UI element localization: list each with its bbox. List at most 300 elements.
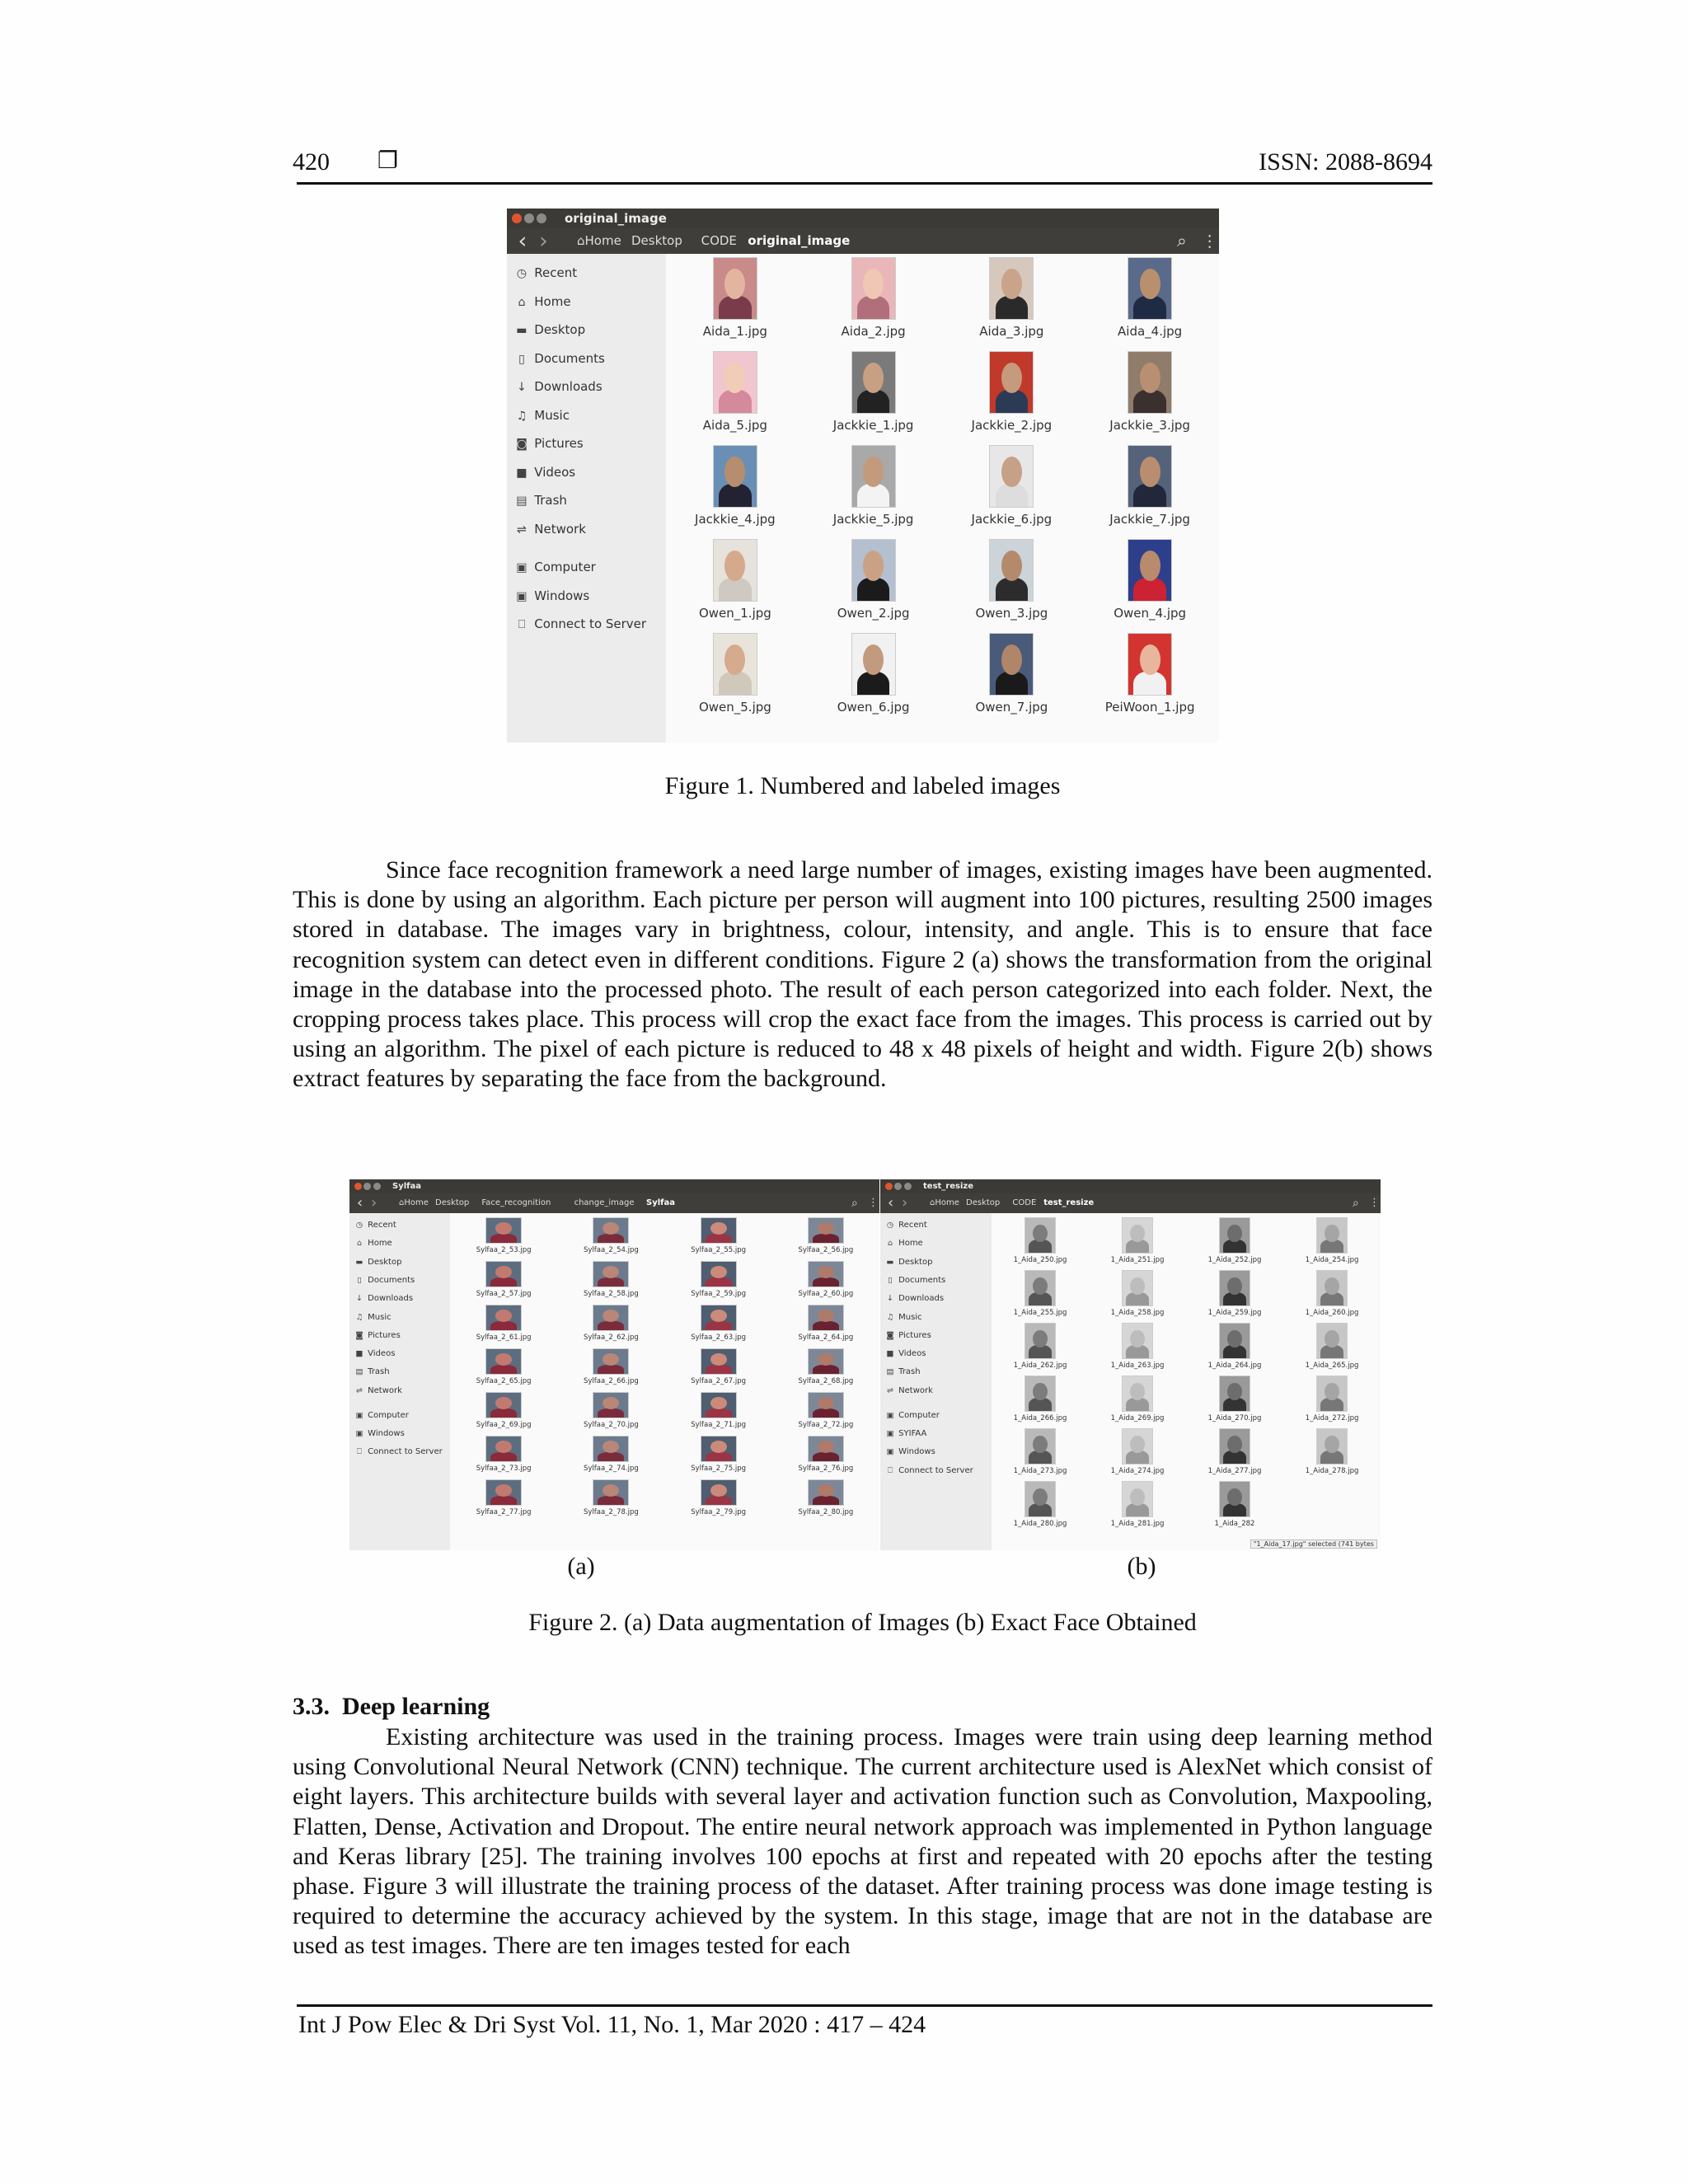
file-item[interactable]	[1186, 1217, 1283, 1264]
file-thumbnail	[1128, 539, 1172, 602]
file-thumbnail	[1316, 1376, 1348, 1412]
trash-icon: ▤	[516, 494, 528, 508]
drive-icon: ▣	[516, 561, 528, 575]
file-name: Sylfaa_2_59.jpg	[691, 1289, 747, 1298]
thumbnail-face	[1001, 363, 1022, 393]
file-item[interactable]	[1186, 1428, 1283, 1475]
file-name: Aida_3.jpg	[979, 323, 1044, 339]
thumbnail-figure	[490, 1277, 517, 1287]
thumbnail-figure	[706, 1277, 732, 1287]
file-item[interactable]	[772, 1392, 879, 1429]
thumbnail-face	[495, 1266, 512, 1278]
sidebar-item-network[interactable]	[513, 515, 586, 545]
file-item[interactable]	[450, 1261, 557, 1298]
file-thumbnail	[1122, 1217, 1153, 1254]
sidebar-item-label: Videos	[365, 1349, 396, 1359]
file-thumbnail	[1128, 633, 1172, 696]
thumbnail-figure	[1223, 1345, 1245, 1359]
file-name: 1_Aida_266.jpg	[1013, 1413, 1067, 1422]
file-name: 1_Aida_274.jpg	[1110, 1466, 1165, 1475]
thumbnail-face	[603, 1441, 619, 1453]
sidebar-item-label: Network	[896, 1385, 933, 1395]
thumbnail-figure	[719, 390, 752, 414]
file-item[interactable]	[450, 1217, 557, 1254]
sidebar-item-connect-to-server[interactable]	[354, 1443, 443, 1461]
file-item[interactable]	[943, 633, 1081, 715]
file-item[interactable]	[992, 1270, 1089, 1317]
file-thumbnail	[485, 1305, 522, 1331]
trash-icon: ▤	[886, 1367, 894, 1377]
sidebar-item-computer[interactable]	[354, 1407, 409, 1425]
sidebar-item-desktop[interactable]	[354, 1254, 401, 1272]
thumbnail-face	[818, 1441, 834, 1453]
clock-icon: ◷	[886, 1221, 894, 1230]
sidebar-item-music[interactable]	[884, 1309, 922, 1327]
sidebar-item-recent[interactable]	[354, 1216, 396, 1235]
file-item[interactable]	[943, 539, 1081, 621]
file-item[interactable]	[1283, 1323, 1381, 1370]
issn: ISSN: 2088-8694	[1259, 148, 1432, 176]
sidebar-item-home[interactable]	[354, 1235, 392, 1253]
file-name: Sylfaa_2_54.jpg	[583, 1245, 639, 1254]
file-item[interactable]	[665, 1305, 772, 1342]
thumbnail-face	[1001, 457, 1022, 487]
sidebar-item-home[interactable]	[513, 288, 571, 317]
breadcrumb-desktop[interactable]: Desktop	[631, 233, 682, 248]
thumbnail-figure	[719, 484, 752, 508]
file-item[interactable]	[450, 1392, 557, 1429]
figure2b-label: (b)	[1127, 1553, 1156, 1580]
file-item[interactable]	[1186, 1323, 1283, 1370]
file-item[interactable]	[666, 351, 804, 433]
thumbnail-face	[603, 1353, 619, 1366]
file-item[interactable]	[1081, 257, 1219, 339]
file-name: 1_Aida_262.jpg	[1013, 1361, 1067, 1370]
file-item[interactable]	[665, 1479, 772, 1516]
file-item[interactable]	[992, 1323, 1089, 1370]
thumbnail-figure	[1320, 1451, 1343, 1465]
network-icon: ⇌	[356, 1385, 363, 1395]
drive-icon: ▣	[516, 589, 528, 603]
paragraph-augmentation: Since face recognition framework a need large number of images, existing images have been augmented. This is done by using an algorithm. Each picture per person will augment into 100 pictures, resulting 2500 images stored in database. The images vary in brightness, colour, intensity, and angle. This is to ensure that face recognition system can detect even in different conditions. Figure 2 (a) shows the transformation from the original image in the database into the processed photo. The result of each person categorized into each folder. Next, the cropping process takes place. This process will crop the exact face from the images. This process is carried out by using an algorithm. The pixel of each picture is reduced to 48 x 48 pixels of height and width. Figure 2(b) shows extract features by separating the face from the background.	[293, 856, 1432, 1093]
thumbnail-figure	[719, 672, 752, 696]
file-thumbnail	[851, 445, 896, 508]
document-icon: ▯	[888, 1275, 893, 1285]
footer-citation: Int J Pow Elec & Dri Syst Vol. 11, No. 1, Mar 2020 : 417 – 424	[298, 2011, 926, 2038]
file-item[interactable]	[1089, 1481, 1186, 1528]
file-name: 1_Aida_265.jpg	[1305, 1361, 1359, 1370]
sidebar-item-label: Home	[896, 1239, 923, 1249]
file-item[interactable]	[450, 1436, 557, 1473]
file-thumbnail	[1219, 1323, 1250, 1359]
sidebar-item-label: Windows	[530, 588, 590, 603]
forward-arrow-icon[interactable]: ›	[371, 1194, 377, 1212]
file-thumbnail	[851, 633, 896, 696]
thumbnail-face	[495, 1222, 512, 1235]
sidebar-item-recent[interactable]	[513, 259, 578, 288]
file-item[interactable]	[557, 1479, 664, 1516]
sidebar-item-label: Trash	[896, 1367, 921, 1377]
file-item[interactable]	[1081, 445, 1219, 527]
file-thumbnail	[713, 445, 757, 508]
file-item[interactable]	[665, 1217, 772, 1254]
breadcrumb-sylfaa[interactable]: Sylfaa	[646, 1198, 675, 1207]
file-name: Sylfaa_2_58.jpg	[583, 1289, 639, 1298]
sidebar-item-label: Connect to Server	[896, 1465, 973, 1475]
drive-icon: ▣	[886, 1429, 894, 1439]
thumbnail-face	[495, 1353, 512, 1366]
file-thumbnail	[1025, 1428, 1056, 1465]
thumbnail-figure	[598, 1234, 624, 1244]
thumbnail-face	[1140, 457, 1160, 487]
file-item[interactable]	[557, 1348, 664, 1385]
file-name: Aida_2.jpg	[841, 323, 906, 339]
sidebar-item-desktop[interactable]	[513, 316, 586, 345]
file-item[interactable]	[450, 1479, 557, 1516]
search-icon[interactable]: ⌕	[1353, 1197, 1359, 1210]
sidebar-item-pictures[interactable]	[513, 429, 584, 459]
file-thumbnail	[485, 1479, 522, 1506]
back-arrow-icon[interactable]: ‹	[888, 1194, 894, 1212]
sidebar-item-documents[interactable]	[884, 1272, 945, 1290]
file-name: 1_Aida_264.jpg	[1207, 1361, 1262, 1370]
sidebar-item-trash[interactable]	[884, 1363, 921, 1381]
file-item[interactable]	[450, 1348, 557, 1385]
file-name: 1_Aida_258.jpg	[1110, 1308, 1165, 1317]
file-item[interactable]	[1081, 351, 1219, 433]
file-item[interactable]	[450, 1305, 557, 1342]
sidebar-item-documents[interactable]	[354, 1272, 415, 1290]
trash-icon: ▤	[355, 1367, 363, 1377]
file-name: Jackkie_1.jpg	[832, 417, 914, 433]
back-arrow-icon[interactable]: ‹	[518, 228, 528, 254]
back-arrow-icon[interactable]: ‹	[357, 1194, 363, 1212]
file-thumbnail	[701, 1305, 737, 1331]
page-number: 420	[293, 148, 330, 176]
file-name: Sylfaa_2_77.jpg	[476, 1507, 532, 1516]
thumbnail-face	[863, 644, 884, 675]
home-icon: ⌂	[356, 1239, 363, 1249]
file-item[interactable]	[804, 257, 943, 339]
thumbnail-figure	[490, 1321, 517, 1331]
thumbnail-figure	[706, 1496, 732, 1506]
file-thumbnail	[1219, 1270, 1250, 1306]
file-name: Sylfaa_2_57.jpg	[476, 1289, 532, 1298]
thumbnail-face	[724, 551, 745, 581]
thumbnail-face	[724, 457, 745, 487]
sidebar-item-windows[interactable]	[513, 582, 590, 612]
file-thumbnail	[701, 1217, 737, 1244]
file-name: Sylfaa_2_53.jpg	[476, 1245, 532, 1254]
file-thumbnail	[1025, 1270, 1056, 1306]
file-item[interactable]	[943, 445, 1081, 527]
file-item[interactable]	[1283, 1270, 1381, 1317]
sidebar-item-recent[interactable]	[884, 1216, 927, 1235]
clock-icon: ◷	[516, 267, 528, 280]
file-item[interactable]	[1186, 1270, 1283, 1317]
file-name: Sylfaa_2_64.jpg	[798, 1333, 854, 1342]
network-icon: ⇌	[887, 1385, 893, 1395]
file-name: Aida_5.jpg	[702, 417, 767, 433]
view-menu-icon[interactable]: ⋮	[1202, 232, 1218, 251]
sidebar-item-music[interactable]	[513, 401, 570, 431]
camera-icon: ◙	[516, 438, 528, 451]
footer-rule	[297, 2004, 1432, 2007]
thumbnail-figure	[1133, 578, 1166, 602]
sidebar-item-connect-to-server[interactable]	[884, 1462, 973, 1480]
file-name: Jackkie_3.jpg	[1109, 417, 1190, 433]
sidebar-item-label: Desktop	[530, 322, 586, 337]
sidebar-item-desktop[interactable]	[884, 1254, 932, 1272]
file-name: Sylfaa_2_66.jpg	[583, 1376, 639, 1385]
thumbnail-face	[1033, 1436, 1047, 1453]
sidebar-item-trash[interactable]	[513, 486, 567, 516]
search-icon[interactable]: ⌕	[1177, 231, 1187, 251]
breadcrumb-face-recognition[interactable]: Face_recognition	[481, 1198, 551, 1207]
file-thumbnail	[1316, 1270, 1348, 1306]
file-name: Owen_5.jpg	[698, 699, 771, 715]
thumbnail-face	[1130, 1383, 1144, 1400]
thumbnail-figure	[1029, 1398, 1051, 1412]
file-name: PeiWoon_1.jpg	[1104, 699, 1195, 715]
file-item[interactable]	[1081, 633, 1219, 715]
file-item[interactable]	[992, 1428, 1089, 1475]
sidebar-item-home[interactable]	[884, 1235, 923, 1253]
thumbnail-face	[1130, 1488, 1144, 1506]
breadcrumb-home[interactable]: ⌂Home	[577, 233, 621, 248]
thumbnail-figure	[813, 1365, 839, 1375]
maximize-window-button[interactable]	[373, 1183, 381, 1190]
file-item[interactable]	[557, 1305, 664, 1342]
thumbnail-face	[1227, 1436, 1241, 1453]
sidebar-item-videos[interactable]	[884, 1345, 926, 1363]
file-item[interactable]	[772, 1261, 879, 1298]
thumbnail-face	[495, 1397, 512, 1409]
file-item[interactable]	[666, 633, 804, 715]
file-thumbnail	[701, 1261, 737, 1287]
sidebar-item-label: Pictures	[365, 1330, 401, 1340]
breadcrumb-original-image[interactable]: original_image	[748, 233, 851, 248]
breadcrumb-home[interactable]: ⌂Home	[930, 1198, 959, 1207]
file-item[interactable]	[666, 445, 804, 527]
file-item[interactable]	[666, 539, 804, 621]
sidebar-item-videos[interactable]	[513, 458, 576, 488]
file-thumbnail	[989, 257, 1034, 320]
breadcrumb-code[interactable]: CODE	[1012, 1198, 1037, 1207]
sidebar-item-label: Documents	[365, 1275, 415, 1285]
file-item[interactable]	[772, 1348, 879, 1385]
sidebar-item-computer[interactable]	[884, 1407, 940, 1425]
file-item[interactable]	[772, 1217, 879, 1254]
file-item[interactable]	[1283, 1376, 1381, 1422]
sidebar-item-music[interactable]	[354, 1309, 392, 1327]
thumbnail-face	[1001, 269, 1022, 299]
thumbnail-face	[1227, 1277, 1241, 1295]
title-bar	[349, 1179, 879, 1193]
minimize-window-button[interactable]	[363, 1183, 371, 1190]
file-thumbnail	[1128, 257, 1172, 320]
file-item[interactable]	[1283, 1217, 1381, 1264]
sidebar-item-downloads[interactable]	[513, 373, 603, 402]
file-thumbnail	[485, 1392, 522, 1418]
thumbnail-face	[863, 457, 884, 487]
close-window-button[interactable]	[354, 1183, 362, 1190]
file-item[interactable]	[992, 1217, 1089, 1264]
file-name: Sylfaa_2_80.jpg	[798, 1507, 854, 1516]
file-item[interactable]	[1089, 1323, 1186, 1370]
file-item[interactable]	[665, 1392, 772, 1429]
thumbnail-figure	[1126, 1451, 1148, 1465]
thumbnail-face	[863, 269, 884, 299]
close-window-button[interactable]	[885, 1183, 893, 1190]
sidebar-item-windows[interactable]	[354, 1425, 405, 1443]
thumbnail-figure	[857, 484, 890, 508]
breadcrumb-desktop[interactable]: Desktop	[966, 1198, 1001, 1207]
file-item[interactable]	[804, 539, 943, 621]
breadcrumb-home[interactable]: ⌂Home	[399, 1198, 429, 1207]
breadcrumb-change-image[interactable]: change_image	[574, 1198, 635, 1207]
file-item[interactable]	[1186, 1376, 1283, 1422]
thumbnail-figure	[490, 1234, 517, 1244]
file-item[interactable]	[666, 257, 804, 339]
sidebar-item-network[interactable]	[884, 1382, 933, 1400]
file-item[interactable]	[557, 1217, 664, 1254]
file-item[interactable]	[804, 351, 943, 433]
close-window-button[interactable]	[512, 213, 522, 223]
file-name: Aida_4.jpg	[1118, 323, 1183, 339]
minimize-window-button[interactable]	[894, 1183, 902, 1190]
thumbnail-face	[1033, 1225, 1047, 1242]
file-name: 1_Aida_250.jpg	[1013, 1255, 1067, 1264]
thumbnail-figure	[996, 578, 1029, 602]
file-item[interactable]	[772, 1305, 879, 1342]
file-item[interactable]	[1186, 1481, 1283, 1528]
file-item[interactable]	[557, 1436, 664, 1473]
file-item[interactable]	[943, 351, 1081, 433]
file-item[interactable]	[557, 1392, 664, 1429]
file-name: Jackkie_7.jpg	[1109, 511, 1190, 527]
file-item[interactable]	[992, 1481, 1089, 1528]
file-thumbnail	[808, 1348, 844, 1375]
sidebar-item-label: Documents	[896, 1275, 946, 1285]
camera-icon: ◙	[355, 1330, 363, 1340]
thumbnail-face	[710, 1222, 727, 1235]
sidebar-item-label: Connect to Server	[530, 616, 647, 632]
sidebar-item-pictures[interactable]	[884, 1327, 931, 1345]
forward-arrow-icon[interactable]: ›	[539, 228, 548, 254]
file-item[interactable]	[665, 1348, 772, 1385]
file-thumbnail	[593, 1305, 629, 1331]
file-name: Sylfaa_2_70.jpg	[583, 1420, 639, 1429]
file-thumbnail	[808, 1261, 844, 1287]
file-item[interactable]	[557, 1261, 664, 1298]
thumbnail-face	[724, 269, 745, 299]
breadcrumb-desktop[interactable]: Desktop	[435, 1198, 470, 1207]
file-item[interactable]	[665, 1436, 772, 1473]
maximize-window-button[interactable]	[537, 213, 546, 223]
breadcrumb-test-resize[interactable]: test_resize	[1043, 1198, 1095, 1207]
file-item[interactable]	[943, 257, 1081, 339]
file-item[interactable]	[1089, 1428, 1186, 1475]
breadcrumb-code[interactable]: CODE	[701, 233, 737, 248]
sidebar-item-documents[interactable]	[513, 344, 605, 374]
file-item[interactable]	[804, 445, 943, 527]
file-name: 1_Aida_280.jpg	[1013, 1519, 1067, 1528]
sidebar-item-network[interactable]	[354, 1382, 402, 1400]
thumbnail-face	[1033, 1277, 1047, 1295]
file-item[interactable]	[772, 1479, 879, 1516]
thumbnail-figure	[706, 1452, 732, 1462]
thumbnail-face	[603, 1397, 619, 1409]
desktop-icon: ▬	[516, 324, 528, 337]
sidebar-item-label: Pictures	[896, 1330, 931, 1340]
file-item[interactable]	[992, 1376, 1089, 1422]
sidebar-item-trash[interactable]	[354, 1363, 390, 1381]
sidebar-item-label: Videos	[896, 1349, 926, 1359]
search-icon[interactable]: ⌕	[851, 1197, 858, 1210]
file-item[interactable]	[772, 1436, 879, 1473]
thumbnail-face	[1140, 363, 1160, 393]
thumbnail-face	[818, 1397, 834, 1409]
maximize-window-button[interactable]	[904, 1183, 912, 1190]
thumbnail-figure	[1320, 1292, 1343, 1306]
view-menu-icon[interactable]: ⋮	[868, 1197, 879, 1209]
window-title: Sylfaa	[392, 1182, 421, 1191]
camera-icon: ◙	[886, 1330, 894, 1340]
file-name: 1_Aida_269.jpg	[1110, 1413, 1165, 1422]
file-name: Sylfaa_2_55.jpg	[691, 1245, 747, 1254]
thumbnail-figure	[1029, 1451, 1051, 1465]
section-title: Deep learning	[342, 1693, 490, 1720]
file-name: Aida_1.jpg	[702, 323, 767, 339]
sidebar-item-pictures[interactable]	[354, 1327, 401, 1345]
thumbnail-face	[1130, 1330, 1144, 1347]
sidebar-item-windows[interactable]	[884, 1443, 935, 1461]
file-item[interactable]	[804, 633, 943, 715]
sidebar-item-label: Trash	[365, 1367, 390, 1377]
sidebar-item-downloads[interactable]	[354, 1290, 413, 1308]
file-item[interactable]	[1089, 1376, 1186, 1422]
thumbnail-figure	[813, 1234, 839, 1244]
thumbnail-face	[603, 1266, 619, 1278]
forward-arrow-icon[interactable]: ›	[902, 1194, 908, 1212]
file-item[interactable]	[665, 1261, 772, 1298]
thumbnail-face	[710, 1310, 727, 1322]
sidebar-item-label: Recent	[896, 1221, 927, 1230]
sidebar-item-syifaa[interactable]	[884, 1425, 926, 1443]
view-menu-icon[interactable]: ⋮	[1369, 1197, 1380, 1209]
file-item[interactable]	[1283, 1428, 1381, 1475]
file-item[interactable]	[1089, 1270, 1186, 1317]
thumbnail-figure	[1126, 1398, 1148, 1412]
minimize-window-button[interactable]	[524, 213, 534, 223]
thumbnail-face	[1325, 1330, 1339, 1347]
sidebar-item-videos[interactable]	[354, 1345, 395, 1363]
sidebar-item-computer[interactable]	[513, 553, 596, 583]
thumbnail-face	[1001, 644, 1022, 675]
file-name: Sylfaa_2_78.jpg	[583, 1507, 639, 1516]
sidebar-item-downloads[interactable]	[884, 1290, 944, 1308]
thumbnail-figure	[813, 1452, 839, 1462]
file-name: Owen_2.jpg	[837, 605, 910, 621]
file-item[interactable]	[1089, 1217, 1186, 1264]
thumbnail-face	[1033, 1488, 1047, 1506]
thumbnail-figure	[1126, 1345, 1148, 1359]
file-item[interactable]	[1081, 539, 1219, 621]
drive-icon: ▣	[886, 1447, 894, 1457]
sidebar-item-label: Connect to Server	[365, 1447, 443, 1457]
sidebar-item-connect-to-server[interactable]	[513, 610, 647, 640]
